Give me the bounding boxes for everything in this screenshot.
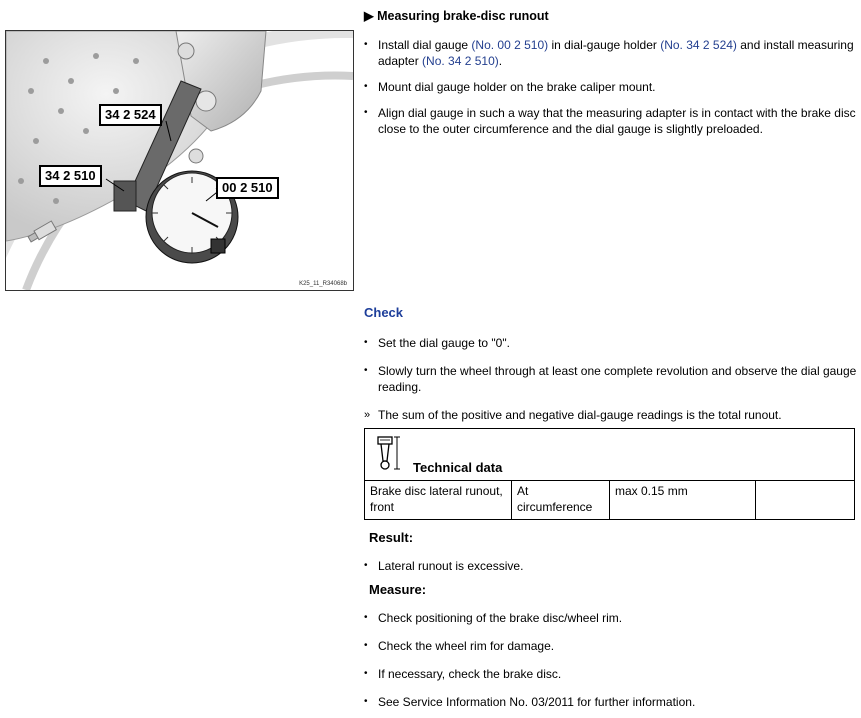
bullet-icon: • [364,640,368,651]
step-text: in dial-gauge holder [548,38,661,52]
bullet-icon: • [364,612,368,623]
callout-gauge-number: 00 2 510 [216,177,279,199]
spec-value-cell: max 0.15 mm [610,481,756,519]
section-heading [364,8,549,23]
image-code: K25_11_R34068b [299,281,347,287]
bullet-icon: • [364,696,368,707]
bullet-icon: • [364,560,368,571]
dial-gauge-illustration-graphic [6,31,353,290]
bullet-icon: • [364,337,368,348]
technical-data-title: Technical data [413,460,503,475]
measure-item [364,610,858,626]
callout-adapter-number: 34 2 510 [39,165,102,187]
bullet-icon: • [364,365,368,376]
result-item [364,558,858,574]
result-text: The sum of the positive and negative dial-gauge readings is the total runout. [378,408,782,422]
triangle-marker-icon: ▶ [364,9,374,23]
technical-data-table [364,428,855,520]
measure-item [364,666,858,682]
check-step-set-zero [364,335,858,351]
check-step-turn-wheel [364,363,858,395]
measure-item-text: Check positioning of the brake disc/wheel rim. [378,611,623,625]
piston-gauge-icon [375,435,405,473]
bullet-icon: • [364,81,368,92]
ref-link-34-2-524[interactable]: (No. 34 2 524) [660,38,737,52]
measure-item-text: See Service Information No. 03/2011 for further information. [378,695,696,709]
step-align-gauge [364,105,858,137]
bullet-icon: • [364,668,368,679]
step-text: Slowly turn the wheel through at least one complete revolution and observe the dial gauge reading. [378,364,857,394]
spec-location-cell: At circumference [512,481,610,519]
spec-extra-cell [756,481,854,519]
step-install-gauge [364,37,858,69]
measure-heading: Measure: [369,582,427,597]
measure-item [364,694,858,710]
result-item-text: Lateral runout is excessive. [378,559,524,573]
section-title: Measuring brake-disc runout [377,9,549,23]
step-text: Set the dial gauge to "0". [378,336,510,350]
callout-holder-number: 34 2 524 [99,104,162,126]
bullet-icon: • [364,39,368,50]
technical-data-header [365,429,854,481]
measure-item-text: Check the wheel rim for damage. [378,639,555,653]
measure-item-text: If necessary, check the brake disc. [378,667,562,681]
measure-item [364,638,858,654]
step-text: Install dial gauge [378,38,472,52]
brake-disc-illustration [5,30,354,291]
check-heading: Check [364,305,404,320]
check-result-line [364,407,858,423]
step-text: Align dial gauge in such a way that the measuring adapter is in contact with the brake disc close to the outer circumference and the dial gauge is slightly preloaded. [378,106,856,136]
step-text: and install measuring adapter [378,38,854,68]
step-text: Mount dial gauge holder on the brake caliper mount. [378,80,656,94]
ref-link-34-2-510[interactable]: (No. 34 2 510) [422,54,499,68]
spec-name-cell: Brake disc lateral runout, front [365,481,512,519]
double-arrow-icon: » [364,409,371,421]
result-heading: Result: [369,530,414,545]
step-mount-holder [364,79,858,95]
ref-link-00-2-510[interactable]: (No. 00 2 510) [471,38,549,52]
bullet-icon: • [364,107,368,118]
step-text: . [498,54,503,68]
